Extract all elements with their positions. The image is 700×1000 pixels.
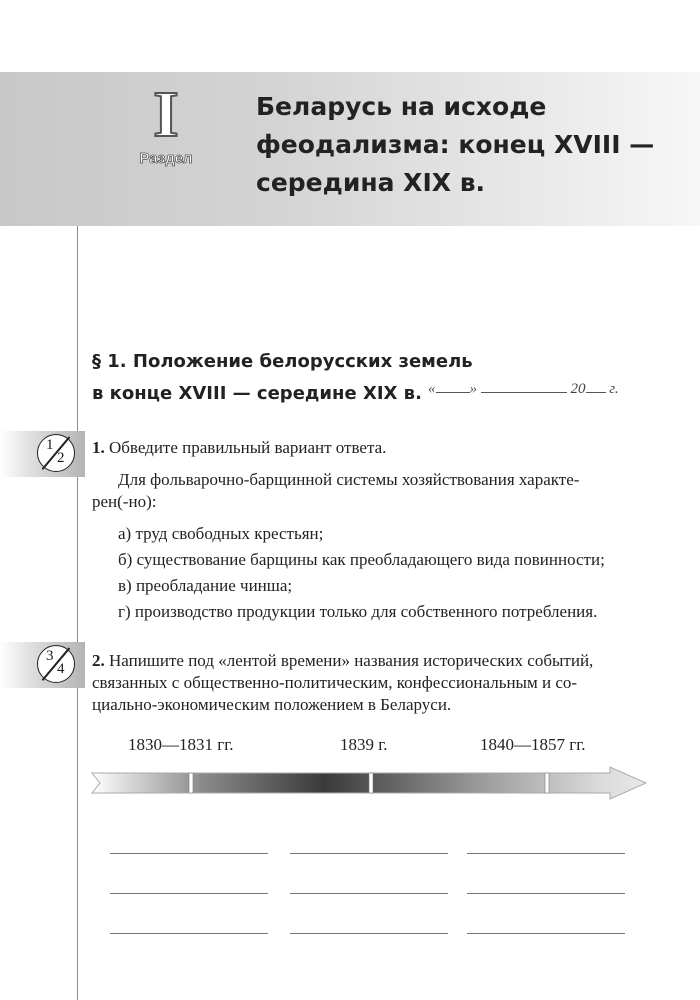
answer-option[interactable] [118, 550, 605, 570]
answer-line[interactable] [290, 933, 448, 934]
answer-line[interactable] [467, 853, 625, 854]
margin-rule [77, 226, 78, 1000]
date-year-suffix: г. [609, 381, 619, 397]
paragraph-title [92, 346, 473, 410]
difficulty-level-icon [37, 645, 75, 683]
task-1-question-line: Для фольварочно-барщинной системы хозяйствования характе- [118, 470, 580, 489]
option-letter: г) [118, 602, 131, 621]
level-numerator: 3 [46, 648, 54, 664]
answer-line[interactable] [110, 893, 268, 894]
section-title-line: середина XIX в. [256, 168, 486, 197]
timeline-arrow [90, 765, 650, 801]
section-roman-numeral: I [153, 78, 179, 151]
date-year-blank[interactable] [586, 380, 606, 393]
level-numerator: 1 [46, 437, 54, 453]
answer-line[interactable] [290, 853, 448, 854]
section-label: Раздел [139, 150, 193, 167]
date-month-blank[interactable] [481, 380, 567, 393]
answer-line[interactable] [290, 893, 448, 894]
timeline-label: 1839 г. [340, 735, 388, 754]
option-text: труд свободных крестьян; [135, 524, 324, 543]
option-letter: в) [118, 576, 132, 595]
section-title-line: феодализма: конец XVIII — [256, 130, 655, 159]
level-denominator: 2 [57, 450, 65, 466]
answer-option[interactable] [118, 602, 597, 622]
task-2-instruction-text: Напишите под «лентой времени» названия исторических событий, [109, 651, 594, 670]
date-year-prefix: 20 [570, 381, 586, 397]
date-close-quote: » [469, 381, 477, 397]
paragraph-title-line: в конце XVIII — середине XIX в. [92, 383, 422, 404]
option-text: производство продукции только для собственного потребления. [134, 602, 598, 621]
task-1-instruction-text: Обведите правильный вариант ответа. [109, 438, 387, 457]
task-number: 1. [92, 438, 105, 457]
timeline-tick [189, 773, 193, 793]
task-1-question-line: рен(-но): [92, 492, 157, 511]
answer-line[interactable] [110, 933, 268, 934]
option-text: существование барщины как преобладающего вида повинности; [136, 550, 605, 569]
level-denominator: 4 [57, 661, 65, 677]
task-number: 2. [92, 651, 105, 670]
task-2-instruction-line [92, 650, 593, 672]
option-letter: а) [118, 524, 132, 543]
answer-option[interactable] [118, 524, 323, 544]
timeline-label: 1830—1831 гг. [128, 735, 234, 754]
answer-line[interactable] [110, 853, 268, 854]
option-letter: б) [118, 550, 133, 569]
paragraph-title-line: § 1. Положение белорусских земель [92, 351, 473, 372]
date-open-quote: « [428, 381, 436, 397]
section-title-line: Беларусь на исходе [256, 92, 547, 121]
section-title [256, 88, 676, 202]
difficulty-level-icon [37, 434, 75, 472]
timeline-label: 1840—1857 гг. [480, 735, 586, 754]
answer-option[interactable] [118, 576, 292, 596]
task-2-instruction-line: циально-экономическим положением в Беларуси. [92, 695, 452, 714]
date-day-blank[interactable] [436, 380, 470, 393]
answer-line[interactable] [467, 933, 625, 934]
task-2-instruction-line: связанных с общественно-политическим, конфессиональным и со- [92, 673, 578, 692]
answer-line[interactable] [467, 893, 625, 894]
option-text: преобладание чинша; [135, 576, 293, 595]
task-1-instruction [92, 437, 386, 459]
timeline-tick [369, 773, 373, 793]
date-field[interactable] [428, 380, 619, 398]
timeline-tick [545, 773, 549, 793]
